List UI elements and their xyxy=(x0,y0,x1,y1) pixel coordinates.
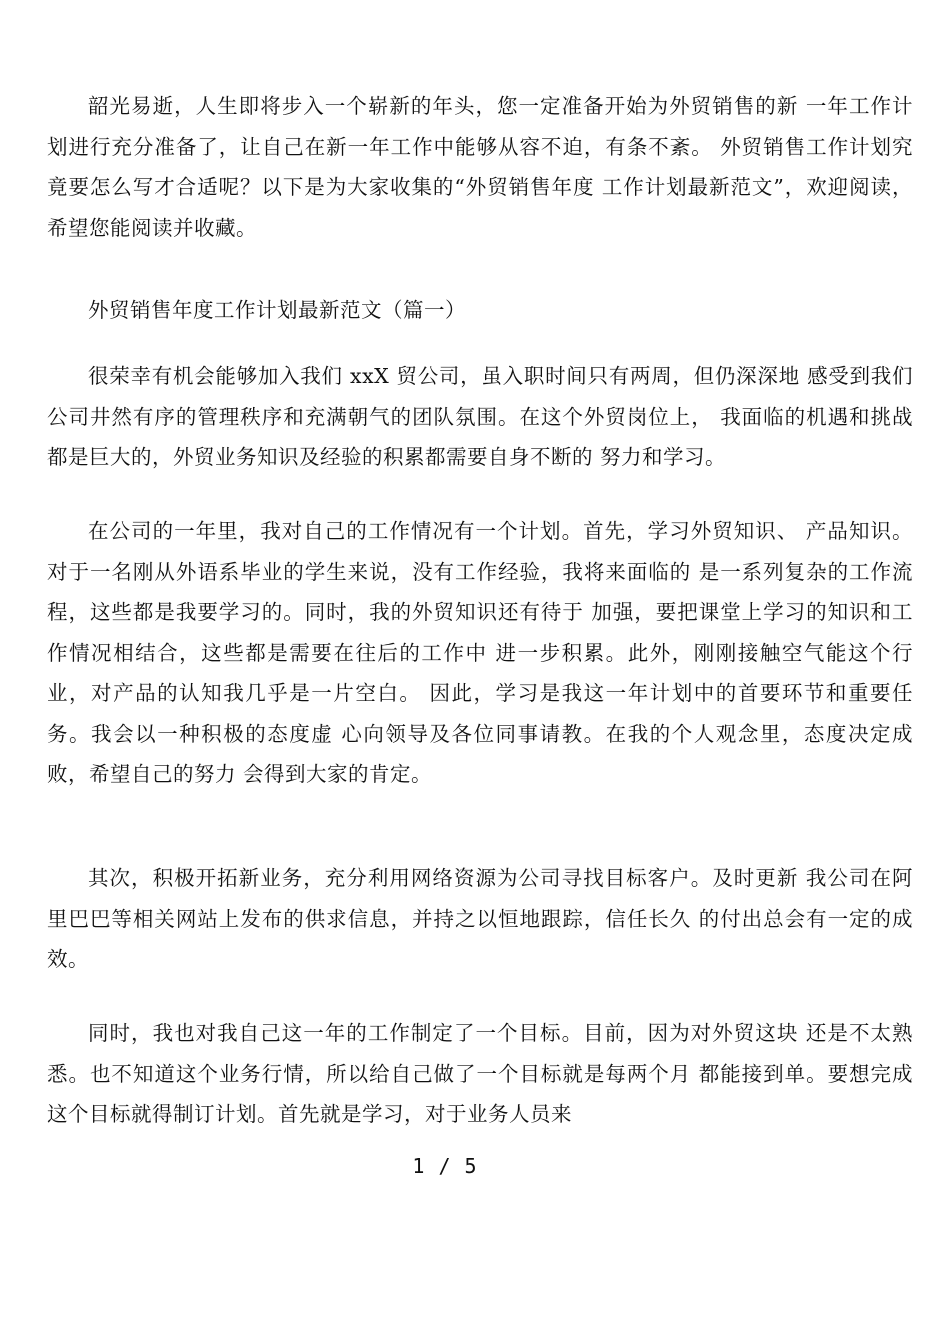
body-paragraph-3: 其次，积极开拓新业务，充分利用网络资源为公司寻找目标客户。及时更新 我公司在阿里巴巴等相关网站上发布的供求信息，并持之以恒地跟踪，信任长久 的付出总会有一定的成效。 xyxy=(47,866,913,971)
intro-paragraph: 韶光易逝，人生即将步入一个崭新的年头，您一定准备开始为外贸销售的新 一年工作计划进行充分准备了，让自己在新一年工作中能够从容不迫，有条不紊。 外贸销售工作计划究竟要怎么写才合适呢？以下是为大家收集的“外贸销售年度 工作计划最新范文”，欢迎阅读，希望您能阅读并收藏。 xyxy=(47,94,913,240)
body-paragraph-4: 同时，我也对我自己这一年的工作制定了一个目标。目前，因为对外贸这块 还是不太熟悉。也不知道这个业务行情，所以给自己做了一个目标就是每两个月 都能接到单。要想完成这个目标就得制订计划。首先就是学习，对于业务人员来 xyxy=(47,1021,913,1126)
body-paragraph-1: 很荣幸有机会能够加入我们 xxX 贸公司，虽入职时间只有两周，但仍深深地 感受到我们公司井然有序的管理秩序和充满朝气的团队氛围。在这个外贸岗位上， 我面临的机遇和挑战都是巨大的，外贸业务知识及经验的积累都需要自身不断的 努力和学习。 xyxy=(47,364,913,469)
body-paragraph-2: 在公司的一年里，我对自己的工作情况有一个计划。首先，学习外贸知识、 产品知识。对于一名刚从外语系毕业的学生来说，没有工作经验，我将来面临的 是一系列复杂的工作流程，这些都是我要学习的。同时，我的外贸知识还有待于 加强，要把课堂上学习的知识和工作情况相结合，这些都是需要在往后的工作中 进一步积累。此外，刚刚接触空气能这个行业，对产品的认知我几乎是一片空白。 因此，学习是我这一年计划中的首要环节和重要任务。我会以一种积极的态度虚 心向领导及各位同事请教。在我的个人观念里，态度决定成败，希望自己的努力 会得到大家的肯定。 xyxy=(47,519,913,786)
section-title: 外贸销售年度工作计划最新范文（篇一） xyxy=(88,298,466,322)
page-number: 1 / 5 xyxy=(412,1154,478,1178)
